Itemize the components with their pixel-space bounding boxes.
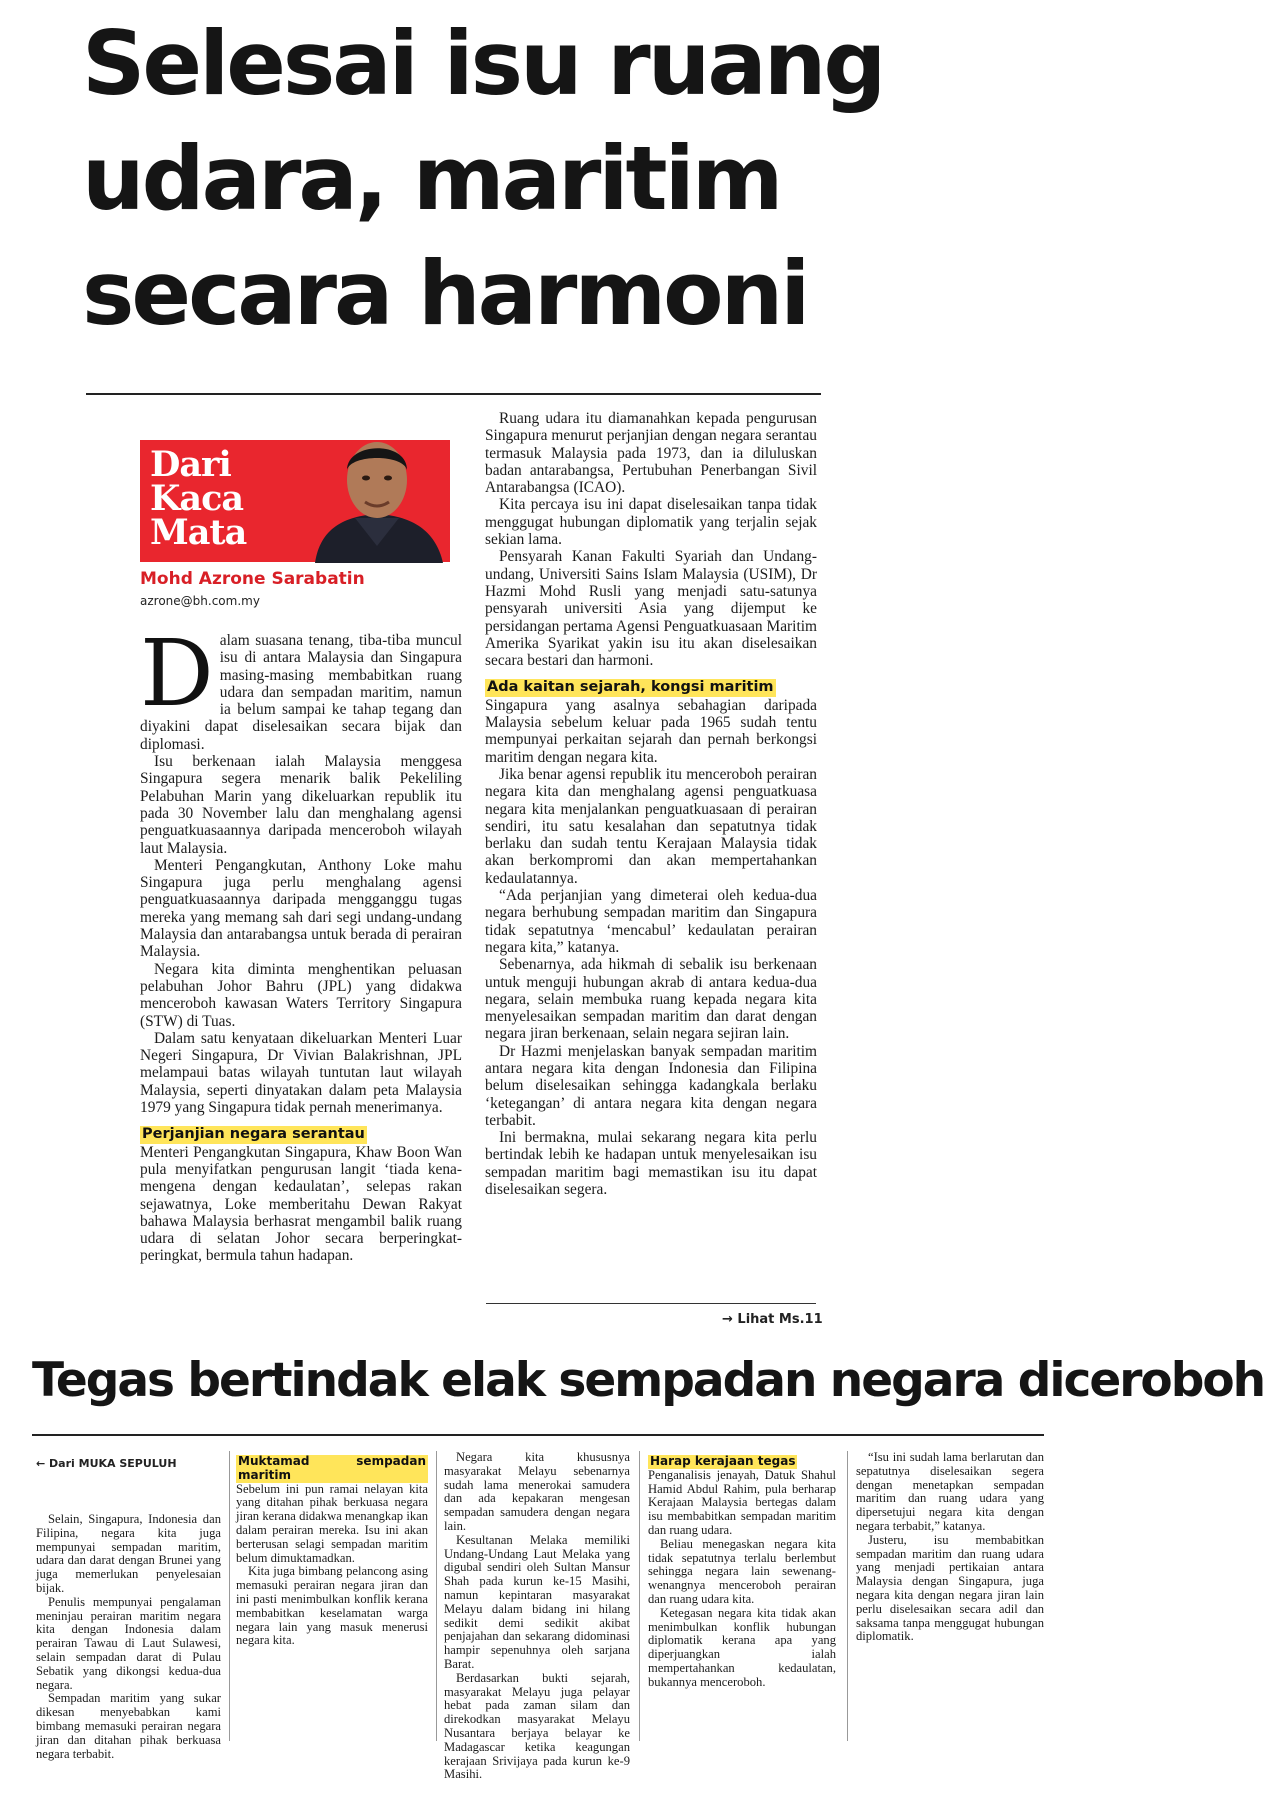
paragraph: Ruang udara itu diamanahkan kepada pengurusan Singapura menurut perjanjian dengan negara serantau termasuk Malaysia pada 1973, dan ia diluluskan badan antarabangsa, Pertubuhan Penerbangan Sivil Antarabangsa (ICAO). (485, 410, 817, 497)
column-rule (436, 1451, 437, 1741)
paragraph: Kita juga bimbang pelancong asing memasuki perairan negara jiran dan ini pasti menimbulkan konflik kerana membabitkan keselamatan warga negara lain yang masuk menerusi negara kita. (236, 1564, 428, 1648)
paragraph: Negara kita diminta menghentikan peluasan pelabuhan Johor Bahru (JPL) yang didakwa menceroboh kawasan Waters Territory Singapura (STW) di Tuas. (140, 960, 462, 1030)
column-rule (229, 1451, 230, 1741)
paragraph: Sempadan maritim yang sukar dikesan menyebabkan kami bimbang memasuki perairan negara jiran dan ditahan pihak berkuasa negara terbabit. (36, 1691, 221, 1761)
headline-line: udara, maritim (82, 127, 781, 230)
column-title (150, 444, 247, 553)
paragraph: “Isu ini sudah lama berlarutan dan sepatutnya diselesaikan segera dengan menetapkan sempadan maritim dan ruang udara yang dipersetujui negara kita dengan negara terbabit,” katanya. (856, 1450, 1044, 1533)
paragraph: Kesultanan Melaka memiliki Undang-Undang Laut Melaka yang digubal sendiri oleh Sultan Mansur Shah pada kurun ke-15 Masihi, namun kepintaran masyarakat Melayu dalam bidang ini hilang sedikit demi sedikit akibat penjajahan dan sekarang didominasi hampir sepenuhnya oleh sarjana Barat. (444, 1532, 630, 1671)
article-column-2 (485, 410, 817, 1198)
headline-line: Selesai isu ruang (82, 12, 884, 115)
column-rule (639, 1451, 640, 1741)
second-headline: Tegas bertindak elak sempadan negara diceroboh (32, 1353, 1264, 1408)
second-column-4 (648, 1451, 836, 1690)
paragraph: Singapura yang asalnya sebahagian daripada Malaysia sebelum keluar pada 1965 sudah tentu mempunyai perkaitan sejarah dan pernah berkongsi maritim dengan negara kita. (485, 696, 817, 766)
second-column-1 (36, 1513, 221, 1761)
paragraph: Penganalisis jenayah, Datuk Shahul Hamid Abdul Rahim, pula berharap Kerajaan Malaysia bertegas dalam isu membabitkan sempadan maritim dan ruang udara. (648, 1467, 836, 1537)
paragraph: Menteri Pengangkutan Singapura, Khaw Boon Wan pula menyifatkan pengurusan langit ‘tiada kena-mengena dengan kedaulatan’, selepas rakan sejawatnya, Loke memberitahu Dewan Rakyat bahawa Malaysia berhasrat mengambil balik ruang udara di selatan Johor secara berperingkat-peringkat, bermula tahun hadapan. (140, 1143, 462, 1265)
article-column-1 (140, 620, 462, 1265)
paragraph: Dalam suasana tenang, tiba-tiba muncul isu di antara Malaysia dan Singapura masing-masing membabitkan ruang udara dan sempadan maritim, namun ia belum sampai ke tahap tegang dan diyakini dapat diselesaikan secara bijak dan diplomasi. (140, 620, 462, 753)
paragraph: Penulis mempunyai pengalaman meninjau perairan maritim negara kita dengan Indonesia dalam perairan Tawau di Laut Sulawesi, selain sempadan darat di Pulau Sebatik yang dikongsi kedua-dua negara. (36, 1594, 221, 1692)
second-column-2 (236, 1451, 428, 1648)
paragraph: Isu berkenaan ialah Malaysia menggesa Singapura segera menarik balik Pekeliling Pelabuhan Marin yang dikeluarkan republik itu pada 30 November lalu dan menghalang agensi penguatkuasaannya daripada menceroboh wilayah laut Malaysia. (140, 753, 462, 857)
subheading: Harap kerajaan tegas (650, 1454, 796, 1468)
top-divider (86, 393, 821, 395)
paragraph: Berdasarkan bukti sejarah, masyarakat Melayu juga pelayar hebat pada zaman silam dan direkodkan masyarakat Melayu Nusantara berjaya belayar ke Madagascar ketika keagungan kerajaan Srivijaya pada kurun ke-9 Masihi. (444, 1670, 630, 1782)
second-column-5 (856, 1451, 1044, 1644)
paragraph: Menteri Pengangkutan, Anthony Loke mahu Singapura juga perlu menghalang agensi penguatkuasaannya daripada mengganggu tugas mereka yang memang sah dari segi undang-undang Malaysia dan antarabangsa untuk berada di perairan Malaysia. (140, 856, 462, 961)
column-title-line: Mata (150, 512, 247, 553)
column-title-line: Dari (150, 444, 231, 485)
headline-line: secara harmoni (82, 242, 808, 345)
paragraph: Pensyarah Kanan Fakulti Syariah dan Undang-undang, Universiti Sains Islam Malaysia (USIM), Dr Hazmi Mohd Rusli yang menjadi satu-satunya pensyarah universiti Asia yang dijemput ke persidangan pertama Agensi Penguatkuasaan Maritim Amerika Syarikat yakin isu itu akan diselesaikan secara bestari dan harmoni. (485, 548, 817, 670)
paragraph: Ketegasan negara kita tidak akan menimbulkan konflik hubungan diplomatik kerana apa yang diperjuangkan ialah mempertahankan kedaulatan, bukannya menceroboh. (648, 1605, 836, 1689)
column-title-line: Kaca (150, 478, 244, 519)
paragraph: Jika benar agensi republik itu menceroboh perairan negara kita dan menghalang agensi penguatkuasa negara kita menjalankan penguatkuasaan di perairan sendiri, itu satu kesalahan dan sepatutnya tidak berlaku dan sudah tentu Kerajaan Malaysia tidak akan berkompromi dan akan mempertahankan kedaulatannya. (485, 765, 817, 887)
second-column-3 (444, 1451, 630, 1782)
continued-link[interactable]: → Lihat Ms.11 (722, 1312, 823, 1327)
author-photo (305, 418, 450, 563)
paragraph: Dr Hazmi menjelaskan banyak sempadan maritim antara negara kita dengan Indonesia dan Filipina belum diselesaikan sehingga kadangkala berlaku ‘ketegangan’ di antara negara kita dengan negara terbabit. (485, 1042, 817, 1129)
second-divider (32, 1434, 1044, 1436)
continued-from-label: ← Dari MUKA SEPULUH (36, 1457, 177, 1470)
column-rule (847, 1451, 848, 1741)
paragraph: Ini bermakna, mulai sekarang negara kita perlu bertindak lebih ke hadapan untuk menyelesaikan isu sempadan maritim bagi memastikan isu itu dapat diselesaikan segera. (485, 1129, 817, 1199)
subheading: Ada kaitan sejarah, kongsi maritim (487, 679, 774, 696)
paragraph: Justeru, isu membabitkan sempadan maritim dan ruang udara yang menjadi pertikaian antara Malaysia dengan Singapura, juga negara kita dengan negara jiran lain perlu diselesaikan secara adil dan saksama tanpa menggugat hubungan diplomatik. (856, 1532, 1044, 1644)
headline (82, 6, 902, 351)
paragraph: Beliau menegaskan negara kita tidak sepatutnya terlalu berlembut sehingga negara lain sewenang-wenangnya menceroboh perairan dan ruang udara kita. (648, 1536, 836, 1606)
paragraph: Sebelum ini pun ramai nelayan kita yang ditahan pihak berkuasa negara jiran kerana didakwa menangkap ikan dalam perairan mereka. Isu ini akan berterusan selagi sempadan maritim belum dimuktamadkan. (236, 1481, 428, 1565)
paragraph: Dalam satu kenyataan dikeluarkan Menteri Luar Negeri Singapura, Dr Vivian Balakrishnan, JPL melampaui batas wilayah tuntutan laut wilayah Malaysia, seperti dinyatakan dalam peta Malaysia 1979 yang Singapura tidak pernah menerimanya. (140, 1029, 462, 1117)
paragraph: Sebenarnya, ada hikmah di sebalik isu berkenaan untuk menguji hubungan akrab di antara kedua-dua negara, selain membuka ruang kepada negara kita menyelesaikan sempadan maritim dan darat dengan negara jiran berkenaan, selain negara sejiran lain. (485, 956, 817, 1043)
column-end-divider (486, 1303, 816, 1304)
subheading: Perjanjian negara serantau (142, 1126, 365, 1143)
paragraph: Negara kita khususnya masyarakat Melayu sebenarnya sudah lama menerokai samudera dan ada kepakaran mengesan sempadan samudera dengan negara lain. (444, 1450, 630, 1533)
author-name: Mohd Azrone Sarabatin (140, 569, 365, 589)
drop-cap: D (140, 620, 214, 727)
paragraph: “Ada perjanjian yang dimeterai oleh kedua-dua negara berhubung sempadan maritim dan Singapura tidak sepatutnya ‘mencabul’ kedaulatan perairan negara kita,” katanya. (485, 887, 817, 956)
paragraph: Selain, Singapura, Indonesia dan Filipina, negara kita juga mempunyai sempadan maritim, udara dan darat dengan Brunei yang juga memerlukan penyelesaian bijak. (36, 1512, 221, 1595)
paragraph: Kita percaya isu ini dapat diselesaikan tanpa tidak menggugat hubungan diplomatik yang terjalin sejak sekian lama. (485, 496, 817, 549)
subheading: Muktamad sempadan maritim (238, 1454, 426, 1482)
author-email[interactable]: azrone@bh.com.my (140, 594, 260, 608)
